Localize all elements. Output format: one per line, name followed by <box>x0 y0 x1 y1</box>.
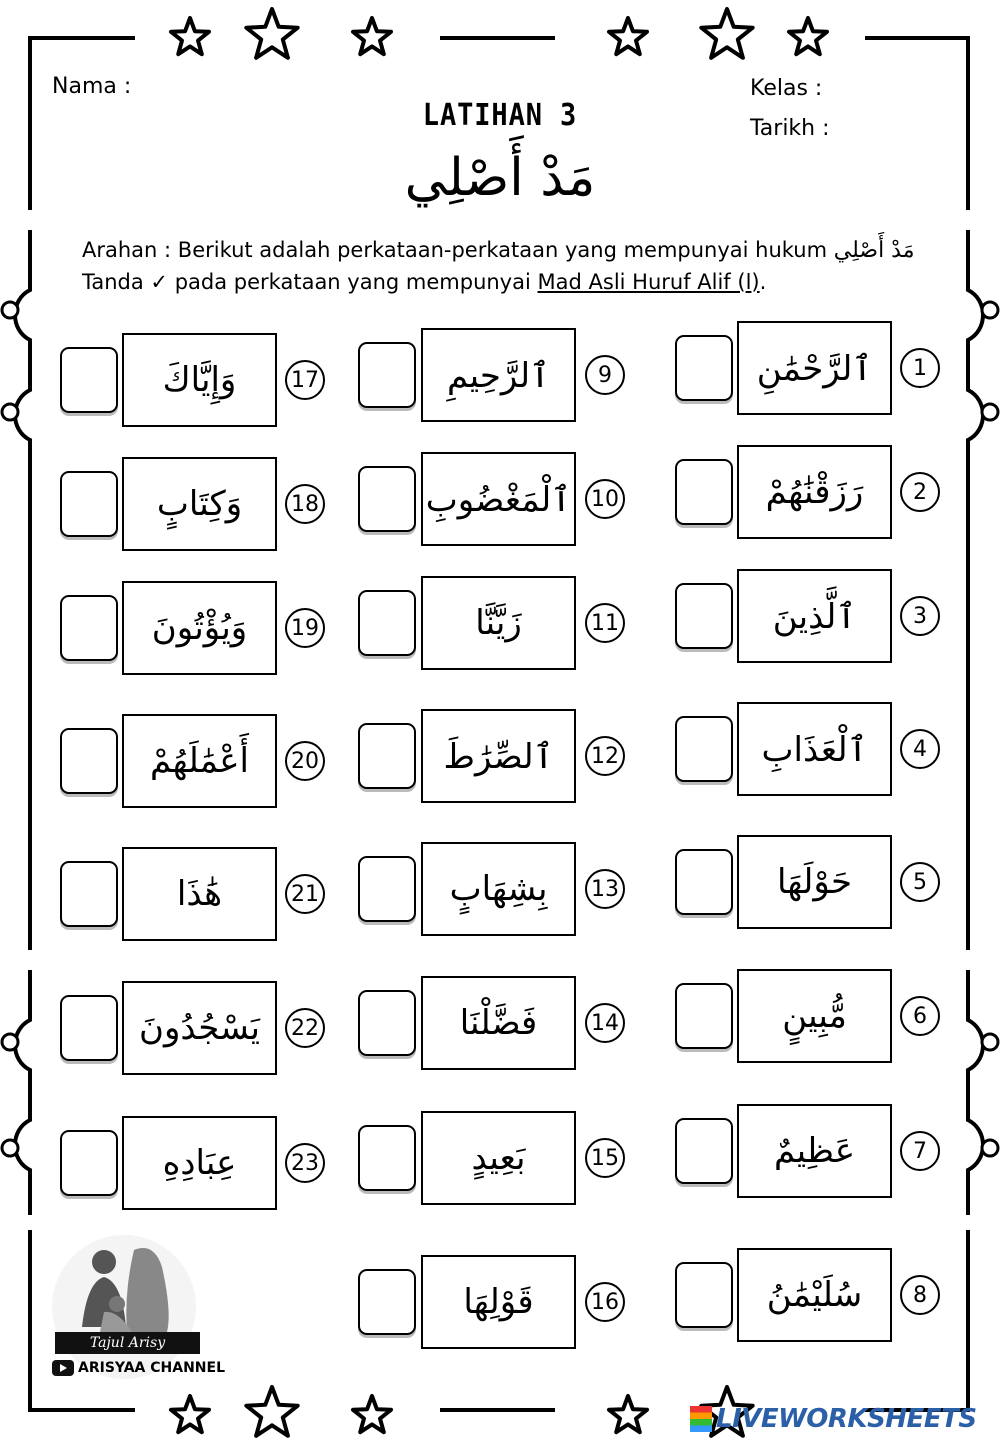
arabic-word-box <box>122 333 277 427</box>
arabic-word-box <box>421 709 576 803</box>
item-number-badge: 22 <box>285 1008 325 1048</box>
arabic-word-box <box>122 981 277 1075</box>
page-title: LATIHAN 3 <box>422 98 578 133</box>
instruction-period: . <box>759 270 767 294</box>
item-number-badge: 21 <box>285 874 325 914</box>
answer-checkbox-4[interactable] <box>675 716 733 782</box>
answer-checkbox-2[interactable] <box>675 459 733 525</box>
arabic-word: ٱلرَّحِيمِ <box>447 355 550 396</box>
item-number-badge: 17 <box>285 360 325 400</box>
page-title-arabic: مَدْ أَصْلِي <box>404 148 596 208</box>
arabic-word-box <box>737 321 892 415</box>
answer-checkbox-18[interactable] <box>60 471 118 537</box>
item-number-badge: 14 <box>585 1003 625 1043</box>
answer-checkbox-9[interactable] <box>358 342 416 408</box>
item-number-badge: 3 <box>900 596 940 636</box>
arabic-word: عِبَادِهِ <box>162 1143 237 1183</box>
answer-checkbox-6[interactable] <box>675 983 733 1049</box>
arabic-word-box <box>421 328 576 422</box>
item-number-badge: 9 <box>585 355 625 395</box>
date-label: Tarikh : <box>750 116 830 141</box>
arabic-word-box <box>122 714 277 808</box>
arabic-word-box <box>122 1116 277 1210</box>
item-number-badge: 12 <box>585 736 625 776</box>
star-icon <box>246 1387 297 1436</box>
arabic-word: زَيَّنَّا <box>475 603 522 643</box>
site-name: LIVEWORKSHEETS <box>716 1404 977 1434</box>
answer-checkbox-7[interactable] <box>675 1118 733 1184</box>
answer-checkbox-19[interactable] <box>60 595 118 661</box>
arabic-word: فَضَّلْنَا <box>459 1003 538 1043</box>
item-number-badge: 7 <box>900 1131 940 1171</box>
answer-checkbox-1[interactable] <box>675 335 733 401</box>
arabic-word-box <box>122 457 277 551</box>
item-number-badge: 23 <box>285 1143 325 1183</box>
answer-checkbox-10[interactable] <box>358 466 416 532</box>
arabic-word-box <box>122 581 277 675</box>
arabic-word: وَكِتَابٍ <box>156 484 243 524</box>
arabic-word: حَوْلَهَا <box>777 862 852 902</box>
liveworksheets-watermark <box>690 1404 977 1434</box>
instruction-line-2 <box>82 270 766 294</box>
star-icon <box>609 1396 647 1432</box>
instruction-text-tanda: Tanda <box>82 270 144 294</box>
instruction-text: Arahan : Berikut adalah perkataan-perkataan yang mempunyai hukum <box>82 238 828 262</box>
arabic-word: قَوْلِهَا <box>463 1282 534 1322</box>
item-number-badge: 8 <box>900 1275 940 1315</box>
channel-label <box>52 1360 225 1376</box>
youtube-icon <box>52 1360 74 1376</box>
answer-checkbox-16[interactable] <box>358 1269 416 1335</box>
item-number-badge: 20 <box>285 741 325 781</box>
answer-checkbox-17[interactable] <box>60 347 118 413</box>
instruction-underlined-term: Mad Asli Huruf Alif (ا) <box>537 270 760 294</box>
answer-checkbox-14[interactable] <box>358 990 416 1056</box>
star-icon <box>353 1396 391 1432</box>
instruction-arabic-term: مَدْ أَصْلِي <box>833 238 915 263</box>
arabic-word: ٱلْمَغْضُوبِ <box>425 479 572 520</box>
star-icon <box>171 1396 209 1432</box>
arabic-word: مُّبِينٍ <box>782 996 847 1036</box>
item-number-badge: 1 <box>900 348 940 388</box>
answer-checkbox-20[interactable] <box>60 728 118 794</box>
arabic-word: ٱلرَّحْمَٰنِ <box>756 348 873 389</box>
arabic-word: ٱلْعَذَابِ <box>761 729 868 770</box>
arabic-word-box <box>737 969 892 1063</box>
arabic-word-box <box>737 1248 892 1342</box>
answer-checkbox-12[interactable] <box>358 723 416 789</box>
arabic-word-box <box>421 976 576 1070</box>
item-number-badge: 11 <box>585 603 625 643</box>
arabic-word: وَإِيَّاكَ <box>162 360 237 400</box>
arabic-word-box <box>421 452 576 546</box>
item-number-badge: 2 <box>900 472 940 512</box>
answer-checkbox-15[interactable] <box>358 1125 416 1191</box>
arabic-word-box <box>737 835 892 929</box>
star-icon <box>171 18 209 54</box>
item-number-badge: 6 <box>900 996 940 1036</box>
liveworksheets-logo-icon <box>690 1406 712 1432</box>
star-icon <box>789 18 827 54</box>
arabic-word-box <box>421 576 576 670</box>
item-number-badge: 13 <box>585 869 625 909</box>
arabic-word: بَعِيدٍ <box>471 1138 526 1178</box>
arabic-word-box <box>737 445 892 539</box>
answer-checkbox-11[interactable] <box>358 590 416 656</box>
item-number-badge: 16 <box>585 1282 625 1322</box>
arabic-word: رَزَقْنَٰهُمْ <box>765 472 864 512</box>
checkmark-icon: ✓ <box>150 270 169 294</box>
item-number-badge: 10 <box>585 479 625 519</box>
answer-checkbox-8[interactable] <box>675 1262 733 1328</box>
arabic-word: ٱلَّذِينَ <box>772 596 857 637</box>
arabic-word: يَسْجُدُونَ <box>139 1008 260 1048</box>
answer-checkbox-13[interactable] <box>358 856 416 922</box>
arabic-word: سُلَيْمَٰنُ <box>766 1275 863 1315</box>
answer-checkbox-21[interactable] <box>60 861 118 927</box>
answer-checkbox-3[interactable] <box>675 583 733 649</box>
arabic-word-box <box>421 842 576 936</box>
item-number-badge: 4 <box>900 729 940 769</box>
item-number-badge: 5 <box>900 862 940 902</box>
arabic-word-box <box>737 569 892 663</box>
arabic-word: عَظِيمٌ <box>773 1131 856 1171</box>
class-label: Kelas : <box>750 76 823 101</box>
answer-checkbox-23[interactable] <box>60 1130 118 1196</box>
item-number-badge: 19 <box>285 608 325 648</box>
arabic-word: بِشِهَابٍ <box>449 869 548 909</box>
arabic-word: ٱلصِّرَٰطَ <box>443 736 554 777</box>
star-icon <box>701 9 752 58</box>
arabic-word: أَعْمَٰلَهُمْ <box>150 741 249 781</box>
arabic-word-box <box>421 1255 576 1349</box>
name-label: Nama : <box>52 74 132 99</box>
answer-checkbox-22[interactable] <box>60 995 118 1061</box>
instruction-text-middle: pada perkataan yang mempunyai <box>174 270 531 294</box>
arabic-word-box <box>122 847 277 941</box>
arabic-word-box <box>737 702 892 796</box>
item-number-badge: 15 <box>585 1138 625 1178</box>
item-number-badge: 18 <box>285 484 325 524</box>
answer-checkbox-5[interactable] <box>675 849 733 915</box>
arabic-word: وَيُؤْتُونَ <box>151 608 248 648</box>
star-icon <box>353 18 391 54</box>
star-icon <box>609 18 647 54</box>
channel-name: ARISYAA CHANNEL <box>78 1360 225 1376</box>
author-name: Tajul Arisy <box>55 1332 200 1354</box>
instruction-line-1 <box>82 238 915 263</box>
arabic-word: هَٰذَا <box>176 874 223 914</box>
arabic-word-box <box>737 1104 892 1198</box>
star-icon <box>246 9 297 58</box>
arabic-word-box <box>421 1111 576 1205</box>
